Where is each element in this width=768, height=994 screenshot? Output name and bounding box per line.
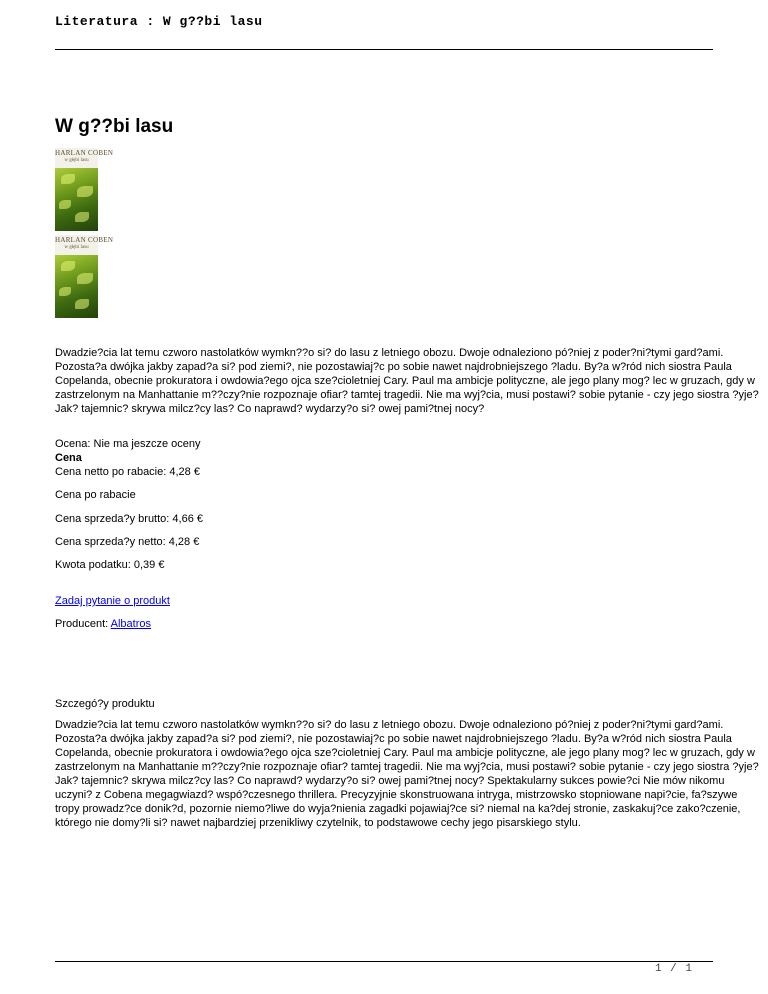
producer-row: [55, 617, 715, 631]
cover-leaf: [77, 186, 93, 197]
header-divider: [55, 49, 713, 50]
product-description: [55, 346, 759, 416]
page-indicator: 1 / 1: [654, 963, 693, 975]
book-cover-image: [55, 148, 114, 231]
cover-leaf: [59, 200, 71, 209]
cover-subtitle: w głębi lasu: [64, 158, 89, 163]
description-line: zastrzelonym na Manhattanie m??czy?nie rozpoznaje ofiar? tamtej tragedii. Nie ma wyj?cia, musi postawi? sobie pytanie - czy jego siostra ?yje?: [55, 389, 759, 401]
cover-subtitle: w głębi lasu: [64, 245, 89, 250]
product-details: [55, 718, 759, 830]
details-line: Jak? tajemnic? skrywa milcz?cy las? Co naprawd? wydarzy?o si? owej pami?tnej nocy? Spektakularny sukces powie?ci Nie mów nikomu: [55, 775, 725, 787]
cover-leaf: [77, 273, 93, 284]
cover-leaf: [59, 287, 71, 296]
ask-question-row: [55, 594, 715, 608]
description-line: Jak? tajemnic? skrywa milcz?cy las? Co naprawd? wydarzy?o si? owej pami?tnej nocy?: [55, 403, 485, 415]
rating-text: Ocena: Nie ma jeszcze oceny: [55, 438, 201, 450]
tax-amount: Kwota podatku: 0,39 €: [55, 559, 165, 571]
footer-divider: [55, 961, 713, 962]
details-line: uczyni? z Cobena megagwiazd? wspó?czesnego thrillera. Precyzyjnie skonstruowana intryga, mistrzowsko stopniowane napi?cie, fa?szywe: [55, 789, 738, 801]
price-net: Cena sprzeda?y netto: 4,28 €: [55, 536, 200, 548]
ask-question-link[interactable]: Zadaj pytanie o produkt: [55, 595, 170, 607]
cover-leaf: [75, 212, 89, 222]
page-title: W g??bi lasu: [55, 116, 174, 137]
cover-leaf: [61, 261, 75, 271]
cover-leaf: [75, 299, 89, 309]
price-net-after-discount: Cena netto po rabacie: 4,28 €: [55, 466, 200, 478]
cover-author: HARLAN COBEN: [55, 149, 114, 157]
producer-label: Producent:: [55, 618, 111, 630]
description-line: Copelanda, obecnie prokuratora i owdowia?ego ojca sze?cioletniej Cary. Paul ma ambicje polityczne, ale jego plany mog? lec w gruzach, gdy w: [55, 375, 755, 387]
details-line: Copelanda, obecnie prokuratora i owdowia?ego ojca sze?cioletniej Cary. Paul ma ambicje polityczne, ale jego plany mog? lec w gruzach, gdy w: [55, 747, 755, 759]
cover-author: HARLAN COBEN: [55, 236, 114, 244]
cover-leaf: [61, 174, 75, 184]
details-line: zastrzelonym na Manhattanie m??czy?nie rozpoznaje ofiar? tamtej tragedii. Nie ma wyj?cia, musi postawi? sobie pytanie - czy jego siostra ?yje?: [55, 761, 759, 773]
description-line: Dwadzie?cia lat temu czworo nastolatków wymkn??o si? do lasu z letniego obozu. Dwoje odnaleziono pó?niej z poder?ni?tymi gard?ami.: [55, 347, 724, 359]
producer-link[interactable]: Albatros: [110, 618, 152, 630]
details-line: Pozosta?a dwójka jakby zapad?a si? pod ziemi?, nie pozostawiaj?c po sobie nawet najdrobniejszego ?ladu. By?a w?ród nich siostra Paula: [55, 733, 732, 745]
price-heading: Cena: [55, 452, 82, 464]
price-gross: Cena sprzeda?y brutto: 4,66 €: [55, 513, 203, 525]
price-after-discount: Cena po rabacie: [55, 489, 136, 501]
document-header: Literatura : W g??bi lasu: [55, 14, 263, 29]
description-line: Pozosta?a dwójka jakby zapad?a si? pod ziemi?, nie pozostawiaj?c po sobie nawet najdrobniejszego ?ladu. By?a w?ród nich siostra Paula: [55, 361, 732, 373]
book-cover-image: [55, 235, 114, 318]
details-heading: Szczegó?y produktu: [55, 698, 155, 710]
details-line: którego nie domy?li si? nawet najbardziej przenikliwy czytelnik, to podstawowe cechy jego pisarskiego stylu.: [55, 817, 581, 829]
details-line: Dwadzie?cia lat temu czworo nastolatków wymkn??o si? do lasu z letniego obozu. Dwoje odnaleziono pó?niej z poder?ni?tymi gard?ami.: [55, 719, 724, 731]
details-line: tropy prowadz?ce donik?d, pozornie niemo?liwe do wyja?nienia zagadki pojawiaj?ce si? niemal na ka?dej stronie, zaskakuj?ce zako?czenie,: [55, 803, 741, 815]
